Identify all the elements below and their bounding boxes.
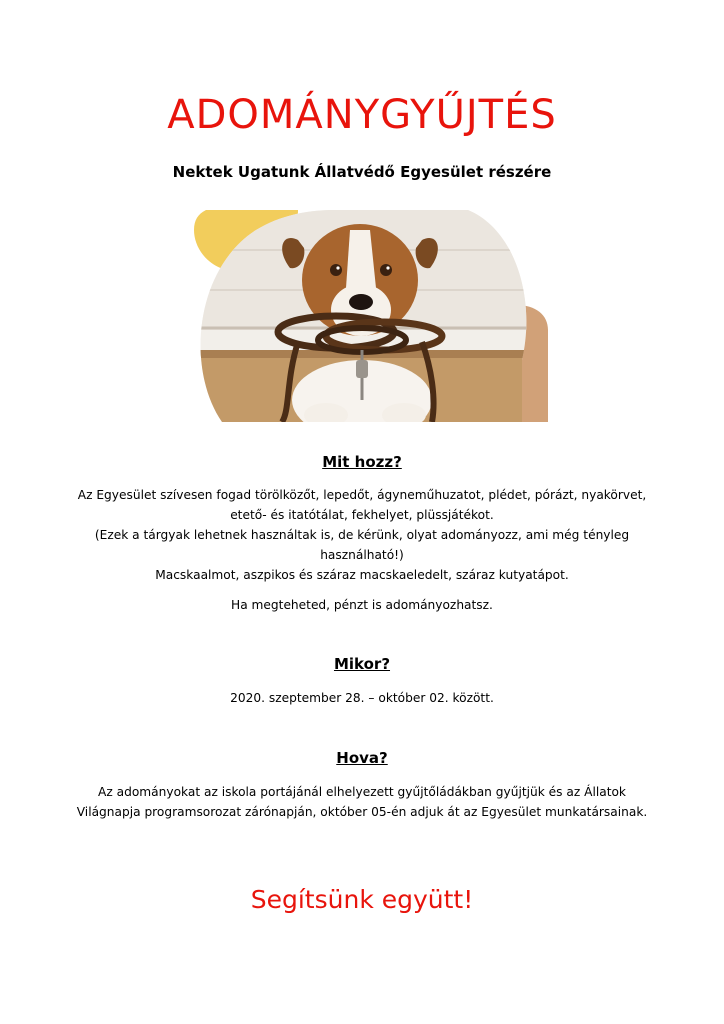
section-heading-what: Mit hozz? (322, 453, 402, 471)
where-details-paragraph: Az adományokat az iskola portájánál elhelyezett gyűjtőládákban gyűjtjük és az Állatok Világnapja programsorozat zárónapján, október 05-én adjuk át az Egyesület munkatársainak. (76, 785, 648, 819)
when-date-paragraph: 2020. szeptember 28. – október 02. között. (230, 691, 494, 705)
closing-slogan: Segítsünk együtt! (250, 885, 474, 914)
dog-with-leash-image (186, 210, 548, 422)
what-items-paragraph: Az Egyesület szívesen fogad törölközőt, lepedőt, ágyneműhuzatot, plédet, pórázt, nyakörvet, etető- és itatótálat, fekhelyet, plüssjátékot. (77, 488, 647, 522)
what-note-paragraph: (Ezek a tárgyak lehetnek használtak is, de kérünk, olyat adományozz, ami még tényleg használható!) (94, 528, 630, 562)
what-food-paragraph: Macskaalmot, aszpikos és száraz macskaeledelt, száraz kutyatápot. (155, 568, 569, 582)
what-money-paragraph: Ha megteheted, pénzt is adományozhatsz. (231, 598, 493, 612)
section-heading-where: Hova? (336, 749, 388, 767)
page-subtitle: Nektek Ugatunk Állatvédő Egyesület részére (172, 163, 552, 181)
page-title: ADOMÁNYGYŰJTÉS (167, 92, 557, 138)
section-heading-when: Mikor? (333, 655, 391, 673)
